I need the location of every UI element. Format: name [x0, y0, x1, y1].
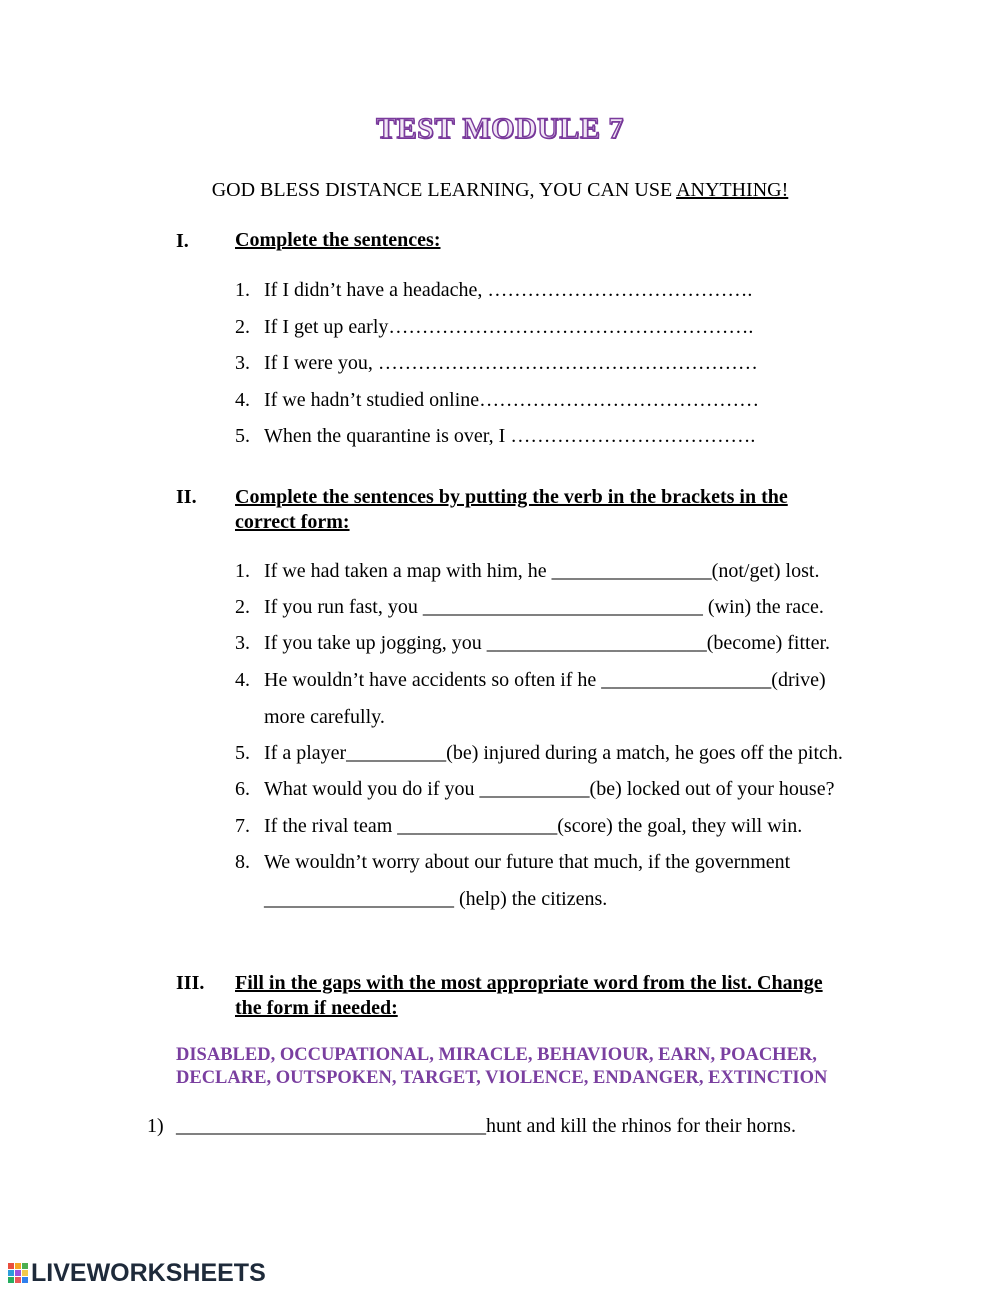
s2-item1-text[interactable]: If we had taken a map with him, he ________________(not/get) lost.: [264, 560, 820, 582]
logo-block: [8, 1277, 14, 1283]
section2-heading-line1: Complete the sentences by putting the verb in the brackets in the: [235, 486, 788, 508]
s1-item4-number: 4.: [235, 389, 250, 411]
s1-item5-text[interactable]: When the quarantine is over, I ……………………………….: [264, 425, 756, 447]
s1-item4-text[interactable]: If we hadn’t studied online……………………………………: [264, 389, 760, 411]
section3-heading-line1: Fill in the gaps with the most appropriate word from the list. Change: [235, 972, 823, 994]
logo-block: [22, 1263, 28, 1269]
s2-item6-text[interactable]: What would you do if you ___________(be) locked out of your house?: [264, 778, 835, 800]
page-title: TEST MODULE 7: [376, 112, 624, 145]
s2-item2-number: 2.: [235, 596, 250, 618]
subtitle-prefix: GOD BLESS DISTANCE LEARNING, YOU CAN USE: [211, 179, 677, 201]
logo-block: [8, 1270, 14, 1276]
word-list-line1: DISABLED, OCCUPATIONAL, MIRACLE, BEHAVIOUR, EARN, POACHER,: [176, 1045, 817, 1065]
s2-item7-text[interactable]: If the rival team ________________(score) the goal, they will win.: [264, 815, 803, 837]
s2-item6-number: 6.: [235, 778, 250, 800]
s2-item8-continuation[interactable]: ___________________ (help) the citizens.: [264, 888, 608, 910]
logo-block: [15, 1277, 21, 1283]
s1-item2-number: 2.: [235, 316, 250, 338]
word-list: [176, 1044, 827, 1090]
subtitle: [0, 179, 1000, 202]
s1-item3-number: 3.: [235, 352, 250, 374]
s2-item1-number: 1.: [235, 560, 250, 582]
logo-block: [8, 1263, 14, 1269]
s1-item1-text[interactable]: If I didn’t have a headache, ………………………………….: [264, 279, 753, 301]
section2-heading-line2: correct form:: [235, 511, 350, 533]
section1-number: I.: [176, 230, 189, 252]
s1-item5-number: 5.: [235, 425, 250, 447]
logo-block: [15, 1270, 21, 1276]
s3-item1-number: 1): [147, 1115, 164, 1137]
s2-item8-text[interactable]: We wouldn’t worry about our future that much, if the government: [264, 851, 791, 873]
logo-block: [22, 1270, 28, 1276]
s2-item7-number: 7.: [235, 815, 250, 837]
s2-item3-number: 3.: [235, 632, 250, 654]
logo-block: [15, 1263, 21, 1269]
logo-block: [22, 1277, 28, 1283]
subtitle-emphasis: ANYTHING!: [676, 179, 789, 201]
logo-blocks-icon: [8, 1263, 28, 1283]
section3-heading-line2: the form if needed:: [235, 997, 398, 1019]
s1-item1-number: 1.: [235, 279, 250, 301]
s2-item2-text[interactable]: If you run fast, you ____________________________ (win) the race.: [264, 596, 824, 618]
s1-item3-text[interactable]: If I were you, …………………………………………………: [264, 352, 758, 374]
section2-number: II.: [176, 486, 197, 508]
s2-item5-number: 5.: [235, 742, 250, 764]
s2-item4-continuation: more carefully.: [264, 706, 385, 728]
s2-item8-number: 8.: [235, 851, 250, 873]
logo-text: LIVEWORKSHEETS: [31, 1258, 266, 1287]
word-list-line2: DECLARE, OUTSPOKEN, TARGET, VIOLENCE, ENDANGER, EXTINCTION: [176, 1068, 828, 1088]
s3-item1-text[interactable]: _______________________________hunt and kill the rhinos for their horns.: [176, 1115, 796, 1137]
s2-item4-text[interactable]: He wouldn’t have accidents so often if he _________________(drive): [264, 669, 826, 691]
section1-heading: Complete the sentences:: [235, 229, 441, 251]
s2-item3-text[interactable]: If you take up jogging, you ______________________(become) fitter.: [264, 632, 831, 654]
s2-item4-number: 4.: [235, 669, 250, 691]
liveworksheets-logo[interactable]: [8, 1258, 266, 1288]
section3-number: III.: [176, 972, 205, 994]
s2-item5-text[interactable]: If a player__________(be) injured during a match, he goes off the pitch.: [264, 742, 843, 764]
s1-item2-text[interactable]: If I get up early……………………………………………….: [264, 316, 754, 338]
